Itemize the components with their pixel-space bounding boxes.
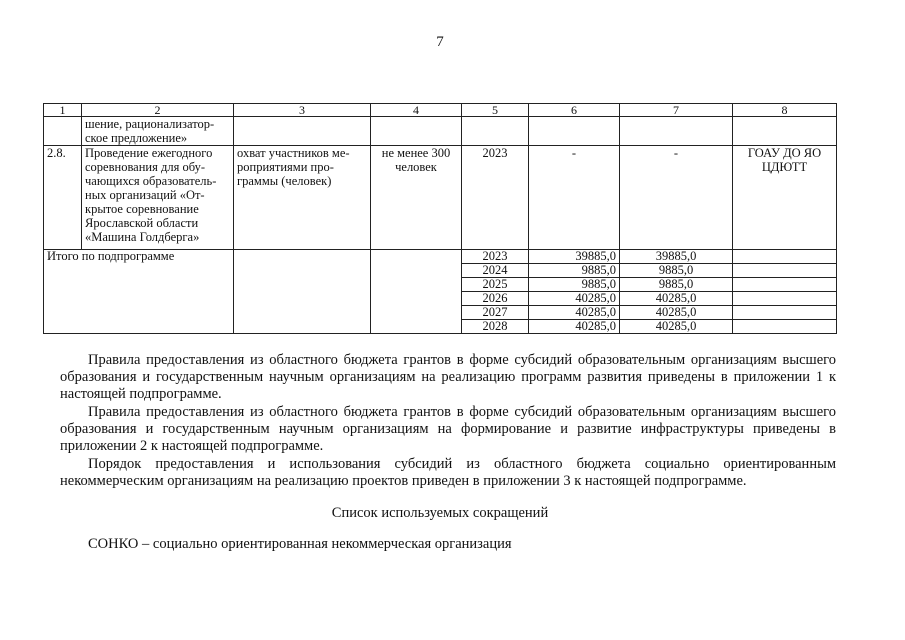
total-col7: 40285,0 xyxy=(620,292,733,306)
header-cell: 3 xyxy=(234,104,371,117)
header-cell: 6 xyxy=(529,104,620,117)
paragraph-subsidies-sonko: Порядок предоставления и использования субсидий из областного бюджета социально ориентированным некоммерческим организациям на реализацию проектов приведен в приложении 3 к настоящей подпрограмме. xyxy=(60,456,836,489)
total-col6: 40285,0 xyxy=(529,306,620,320)
total-year: 2025 xyxy=(462,278,529,292)
total-col7: 40285,0 xyxy=(620,306,733,320)
table-row-2-8 xyxy=(44,146,837,250)
header-cell: 4 xyxy=(371,104,462,117)
target-value: не менее 300 человек xyxy=(371,146,462,250)
abbreviation-item: СОНКО – социально ориентированная некоммерческая организация xyxy=(88,536,512,552)
total-col6: 40285,0 xyxy=(529,292,620,306)
header-cell: 1 xyxy=(44,104,82,117)
total-year: 2026 xyxy=(462,292,529,306)
page-number: 7 xyxy=(436,34,444,50)
total-col6: 9885,0 xyxy=(529,278,620,292)
row-number: 2.8. xyxy=(44,146,82,250)
paragraph-grants-development: Правила предоставления из областного бюджета грантов в форме субсидий образовательным организациям высшего образования и государственным научным организациям на реализацию программ развития приведены в приложении 1 к настоящей подпрограмме. xyxy=(60,352,836,402)
header-cell: 2 xyxy=(82,104,234,117)
total-label: Итого по подпрограмме xyxy=(44,250,234,334)
header-cell: 7 xyxy=(620,104,733,117)
table-header-row xyxy=(44,104,837,117)
total-col6: 40285,0 xyxy=(529,320,620,334)
total-row xyxy=(44,250,837,264)
total-col7: 9885,0 xyxy=(620,278,733,292)
paragraph-grants-infrastructure: Правила предоставления из областного бюджета грантов в форме субсидий образовательным организациям высшего образования и государственным научным организациям на формирование и развитие инфраструктуры приведены в приложении 2 к настоящей подпрограмме. xyxy=(60,404,836,454)
total-col6: 9885,0 xyxy=(529,264,620,278)
continued-name-cell: шение, рационализатор-ское предложение» xyxy=(82,117,234,146)
header-cell: 8 xyxy=(733,104,837,117)
measure-name: Проведение ежегодного соревнования для обу-чающихся образователь-ных организаций «От-крытое соревнование Ярославской области «Машина Голдберга» xyxy=(82,146,234,250)
amount-total: - xyxy=(529,146,620,250)
header-cell: 5 xyxy=(462,104,529,117)
indicator: охват участников ме-роприятиями про-граммы (человек) xyxy=(234,146,371,250)
executor: ГОАУ ДО ЯО ЦДЮТТ xyxy=(733,146,837,250)
total-year: 2024 xyxy=(462,264,529,278)
total-year: 2028 xyxy=(462,320,529,334)
total-col7: 9885,0 xyxy=(620,264,733,278)
abbreviations-title: Список используемых сокращений xyxy=(331,505,549,521)
total-col6: 39885,0 xyxy=(529,250,620,264)
total-col7: 40285,0 xyxy=(620,320,733,334)
total-col7: 39885,0 xyxy=(620,250,733,264)
total-year: 2023 xyxy=(462,250,529,264)
year: 2023 xyxy=(462,146,529,250)
table-row-continued xyxy=(44,117,837,146)
program-table xyxy=(43,103,837,334)
amount-regional: - xyxy=(620,146,733,250)
total-year: 2027 xyxy=(462,306,529,320)
